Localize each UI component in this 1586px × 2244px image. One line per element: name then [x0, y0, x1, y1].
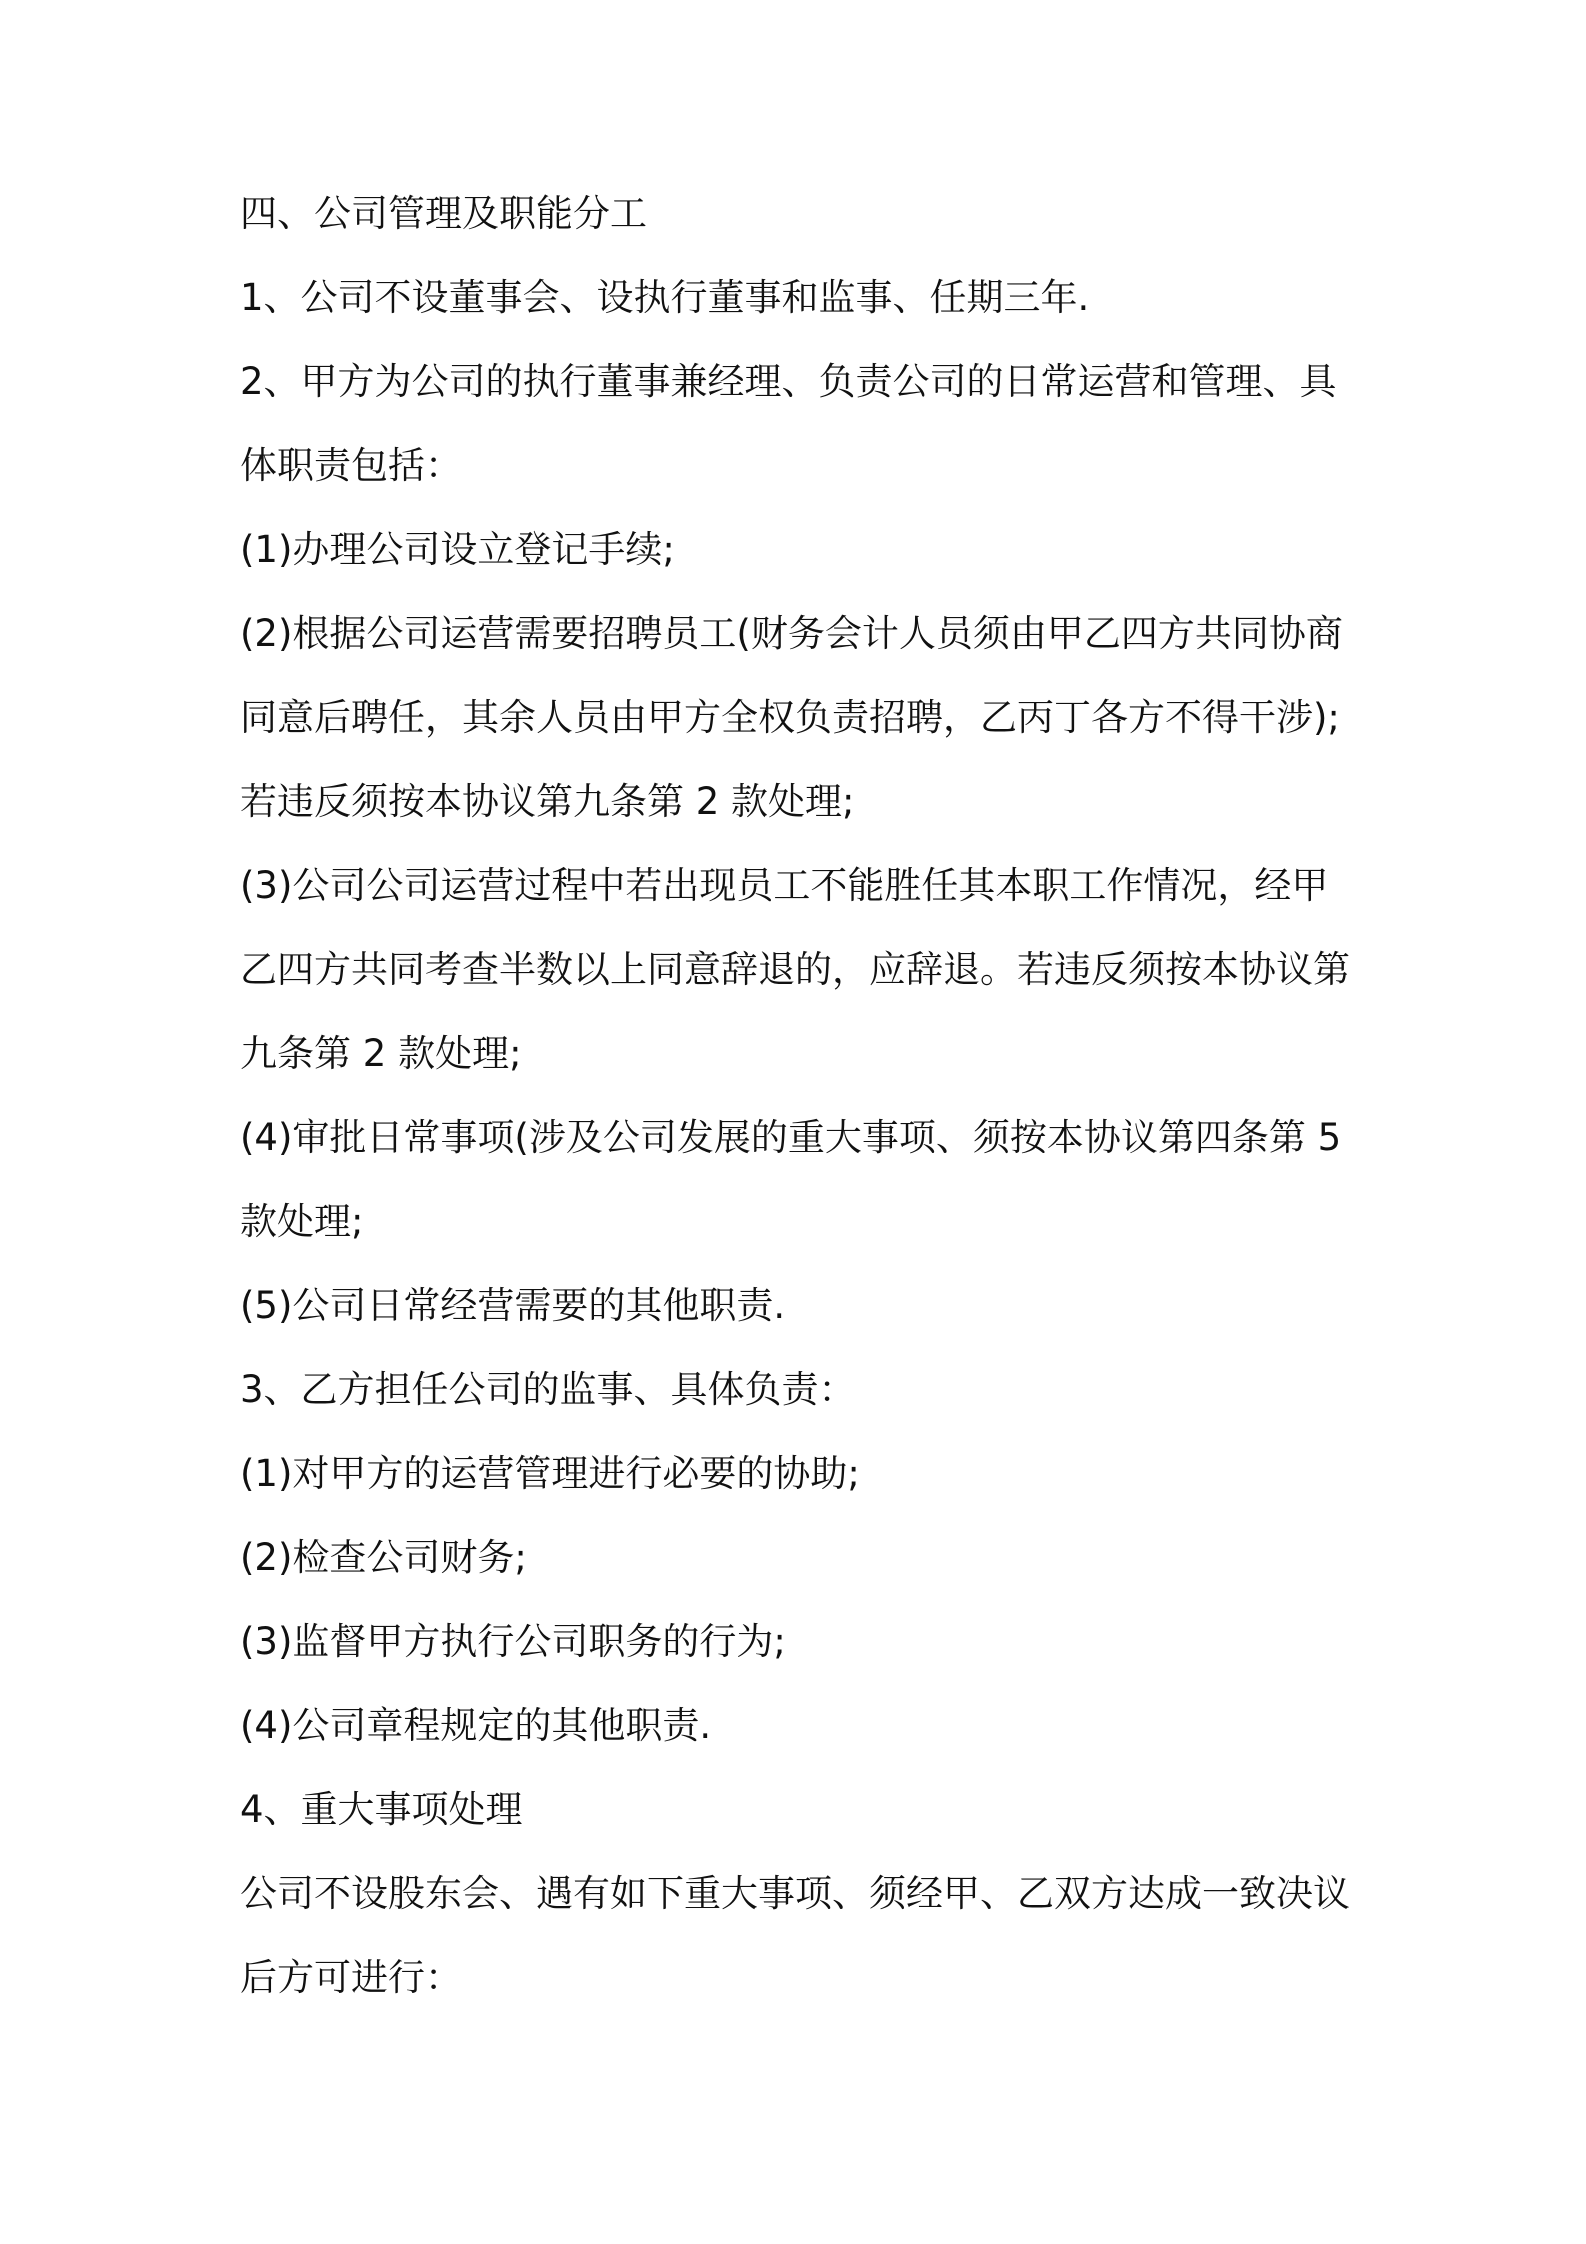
item-2-3-line-2: 乙四方共同考查半数以上同意辞退的，应辞退。若违反须按本协议第 [240, 948, 1350, 991]
item-2-1: (1)办理公司设立登记手续; [240, 528, 675, 571]
clause-2-line-2: 体职责包括： [240, 444, 462, 487]
item-2-2-line-3: 若违反须按本协议第九条第 2 款处理; [240, 780, 855, 823]
item-2-2-line-1: (2)根据公司运营需要招聘员工(财务会计人员须由甲乙四方共同协商 [240, 612, 1343, 655]
section-heading: 四、公司管理及职能分工 [240, 192, 647, 235]
clause-3: 3、乙方担任公司的监事、具体负责： [240, 1368, 856, 1411]
item-3-2: (2)检查公司财务; [240, 1536, 527, 1579]
clause-1: 1、公司不设董事会、设执行董事和监事、任期三年. [240, 276, 1090, 319]
item-3-3: (3)监督甲方执行公司职务的行为; [240, 1620, 786, 1663]
clause-4: 4、重大事项处理 [240, 1788, 523, 1831]
clause-2-line-1: 2、甲方为公司的执行董事兼经理、负责公司的日常运营和管理、具 [240, 360, 1337, 403]
item-3-4: (4)公司章程规定的其他职责. [240, 1704, 712, 1747]
clause-4-body-2: 后方可进行： [240, 1956, 462, 1999]
item-3-1: (1)对甲方的运营管理进行必要的协助; [240, 1452, 860, 1495]
clause-4-body-1: 公司不设股东会、遇有如下重大事项、须经甲、乙双方达成一致决议 [240, 1872, 1350, 1915]
item-2-4-line-2: 款处理; [240, 1200, 364, 1243]
item-2-5: (5)公司日常经营需要的其他职责. [240, 1284, 786, 1327]
item-2-4-line-1: (4)审批日常事项(涉及公司发展的重大事项、须按本协议第四条第 5 [240, 1116, 1342, 1159]
item-2-2-line-2: 同意后聘任，其余人员由甲方全权负责招聘，乙丙丁各方不得干涉); [240, 696, 1340, 739]
item-2-3-line-1: (3)公司公司运营过程中若出现员工不能胜任其本职工作情况，经甲 [240, 864, 1329, 907]
item-2-3-line-3: 九条第 2 款处理; [240, 1032, 522, 1075]
